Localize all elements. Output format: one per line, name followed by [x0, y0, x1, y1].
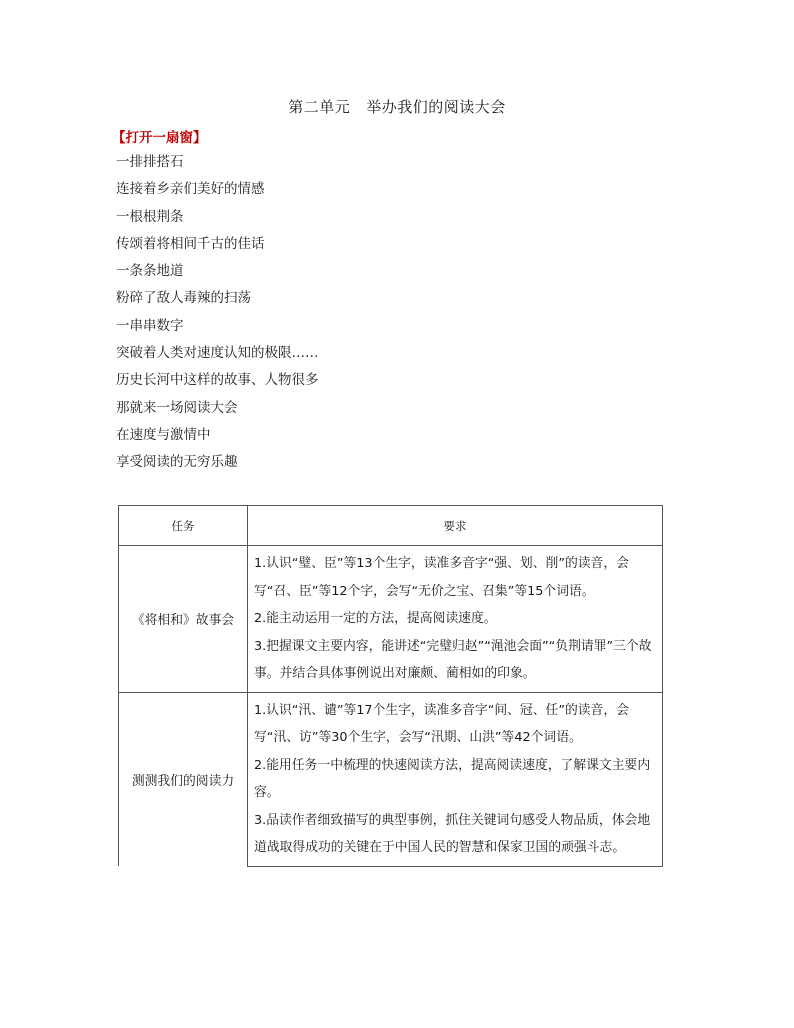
requirements-cell: [248, 546, 663, 693]
requirement-item: 3.品读作者细致描写的典型事例，抓住关键词句感受人物品质，体会地道战取得成功的关键在于中国人民的智慧和保家卫国的顽强斗志。: [254, 812, 651, 855]
poem: [116, 152, 319, 480]
requirements-cell: [248, 692, 663, 866]
requirement-item: 1.认识“璧、臣”等13个生字，读准多音字“强、划、削”的读音，会写“召、臣”等12个字，会写“无价之宝、召集”等15个词语。: [254, 556, 629, 599]
requirement-item: 3.把握课文主要内容，能讲述“完璧归赵”“渑池会面”“负荆请罪”三个故事。并结合具体事例说出对廉颇、蔺相如的印象。: [254, 638, 652, 681]
table-header-row: [119, 506, 663, 546]
poem-line: 享受阅读的无穷乐趣: [116, 454, 238, 471]
section-heading: 【打开一扇窗】: [112, 130, 207, 146]
requirement-item: 2.能用任务一中梳理的快速阅读方法，提高阅读速度，了解课文主要内容。: [254, 757, 651, 800]
table-row: [119, 546, 663, 693]
header-requirements: 要求: [248, 506, 663, 546]
poem-line: 一串串数字: [116, 317, 184, 334]
task-cell: 《将相和》故事会: [119, 546, 248, 693]
poem-line: 历史长河中这样的故事、人物很多: [116, 372, 319, 389]
poem-line: 连接着乡亲们美好的情感: [116, 181, 265, 198]
poem-line: 突破着人类对速度认知的极限……: [116, 345, 319, 362]
poem-line: 一根根荆条: [116, 208, 184, 225]
unit-label: 第二单元: [288, 98, 351, 116]
poem-line: 粉碎了敌人毒辣的扫荡: [116, 290, 251, 307]
header-task: 任务: [119, 506, 248, 546]
poem-line: 一排排搭石: [116, 154, 184, 170]
page-title: [0, 96, 794, 117]
task-cell: 测测我们的阅读力: [119, 692, 248, 866]
poem-line: 那就来一场阅读大会: [116, 399, 238, 416]
poem-line: 传颂着将相间千古的佳话: [116, 235, 265, 252]
poem-line: 一条条地道: [116, 263, 184, 280]
unit-theme: 举办我们的阅读大会: [366, 98, 506, 116]
requirement-item: 1.认识“汛、谴”等17个生字，读准多音字“间、冠、任”的读音，会写“汛、访”等30个生字，会写“汛期、山洪”等42个词语。: [254, 702, 629, 745]
poem-line: 在速度与激情中: [116, 426, 211, 443]
task-table: [118, 505, 663, 867]
requirement-item: 2.能主动运用一定的方法，提高阅读速度。: [254, 611, 497, 626]
table-row: [119, 692, 663, 866]
